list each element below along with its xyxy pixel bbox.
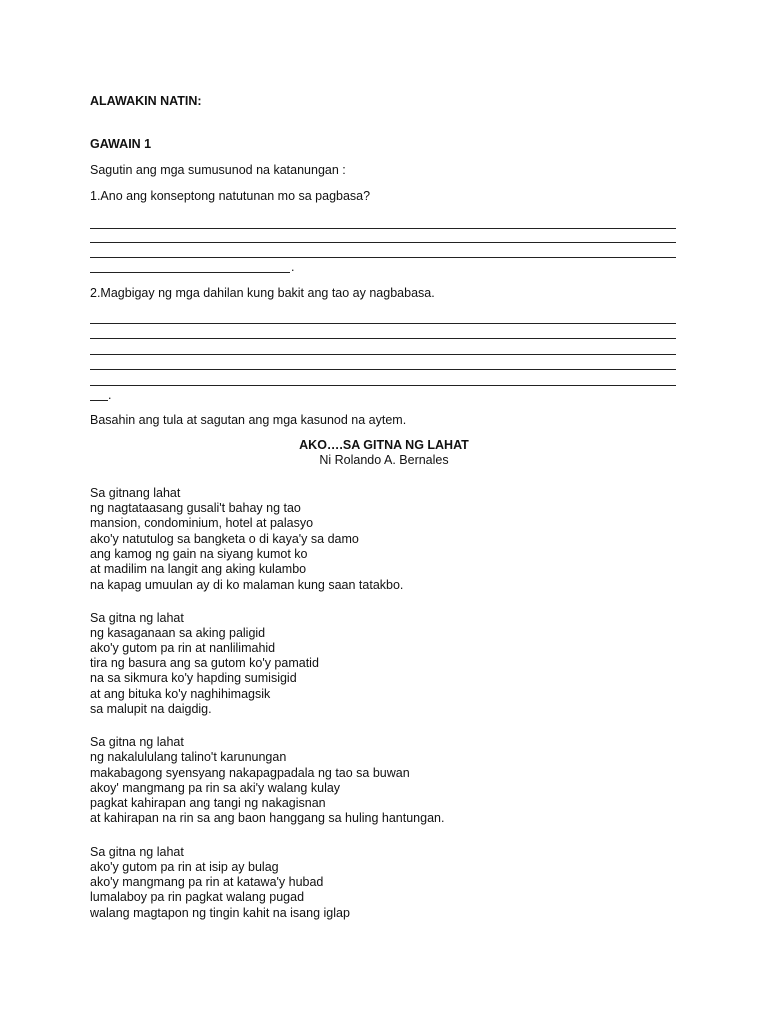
poem-line: mansion, condominium, hotel at palasyo [90, 516, 314, 530]
answer-line-short [90, 272, 290, 273]
poem-line: ng kasaganaan sa aking paligid [90, 626, 266, 640]
poem-line: ako'y gutom pa rin at isip ay bulag [90, 860, 279, 874]
poem-line: ako'y natutulog sa bangketa o di kaya'y sa damo [90, 532, 359, 546]
poem-line: Sa gitna ng lahat [90, 845, 184, 859]
poem-author: Ni Rolando A. Bernales [319, 453, 449, 467]
answer-line [90, 257, 676, 258]
section-heading: ALAWAKIN NATIN: [90, 94, 202, 108]
poem-line: walang magtapon ng tingin kahit na isang iglap [90, 906, 350, 920]
poem-line: ang kamog ng gain na siyang kumot ko [90, 547, 308, 561]
poem-line: Sa gitnang lahat [90, 486, 181, 500]
poem-line: Sa gitna ng lahat [90, 735, 184, 749]
answer-line [90, 228, 676, 229]
poem-line: at kahirapan na rin sa ang baon hanggang sa huling hantungan. [90, 811, 445, 825]
poem-line: ng nakalululang talino't karunungan [90, 750, 287, 764]
answer-line [90, 242, 676, 243]
poem-title: AKO….SA GITNA NG LAHAT [299, 438, 469, 452]
poem-line: sa malupit na daigdig. [90, 702, 212, 716]
poem-line: pagkat kahirapan ang tangi ng nakagisnan [90, 796, 326, 810]
answer-line [90, 354, 676, 355]
poem-line: ako'y mangmang pa rin at katawa'y hubad [90, 875, 324, 889]
answer-line [90, 338, 676, 339]
poem-line: makabagong syensyang nakapagpadala ng tao sa buwan [90, 766, 410, 780]
poem-line: at ang bituka ko'y naghihimagsik [90, 687, 271, 701]
answer-end-mark: . [108, 388, 112, 402]
reading-instruction: Basahin ang tula at sagutan ang mga kasunod na aytem. [90, 413, 407, 427]
poem-line: na sa sikmura ko'y hapding sumisigid [90, 671, 297, 685]
poem-line: at madilim na langit ang aking kulambo [90, 562, 307, 576]
poem-line: na kapag umuulan ay di ko malaman kung saan tatakbo. [90, 578, 404, 592]
answer-line [90, 369, 676, 370]
answer-line [90, 385, 676, 386]
instruction-text: Sagutin ang mga sumusunod na katanungan : [90, 163, 346, 177]
answer-line-short [90, 400, 108, 401]
question-1: 1.Ano ang konseptong natutunan mo sa pagbasa? [90, 189, 371, 203]
question-2: 2.Magbigay ng mga dahilan kung bakit ang tao ay nagbabasa. [90, 286, 435, 300]
poem-line: Sa gitna ng lahat [90, 611, 184, 625]
poem-line: tira ng basura ang sa gutom ko'y pamatid [90, 656, 319, 670]
activity-heading: GAWAIN 1 [90, 137, 152, 151]
poem-line: ng nagtataasang gusali't bahay ng tao [90, 501, 301, 515]
poem-line: ako'y gutom pa rin at nanlilimahid [90, 641, 276, 655]
poem-line: lumalaboy pa rin pagkat walang pugad [90, 890, 305, 904]
answer-end-mark: . [291, 260, 295, 274]
answer-line [90, 323, 676, 324]
poem-line: akoy' mangmang pa rin sa aki'y walang kulay [90, 781, 341, 795]
